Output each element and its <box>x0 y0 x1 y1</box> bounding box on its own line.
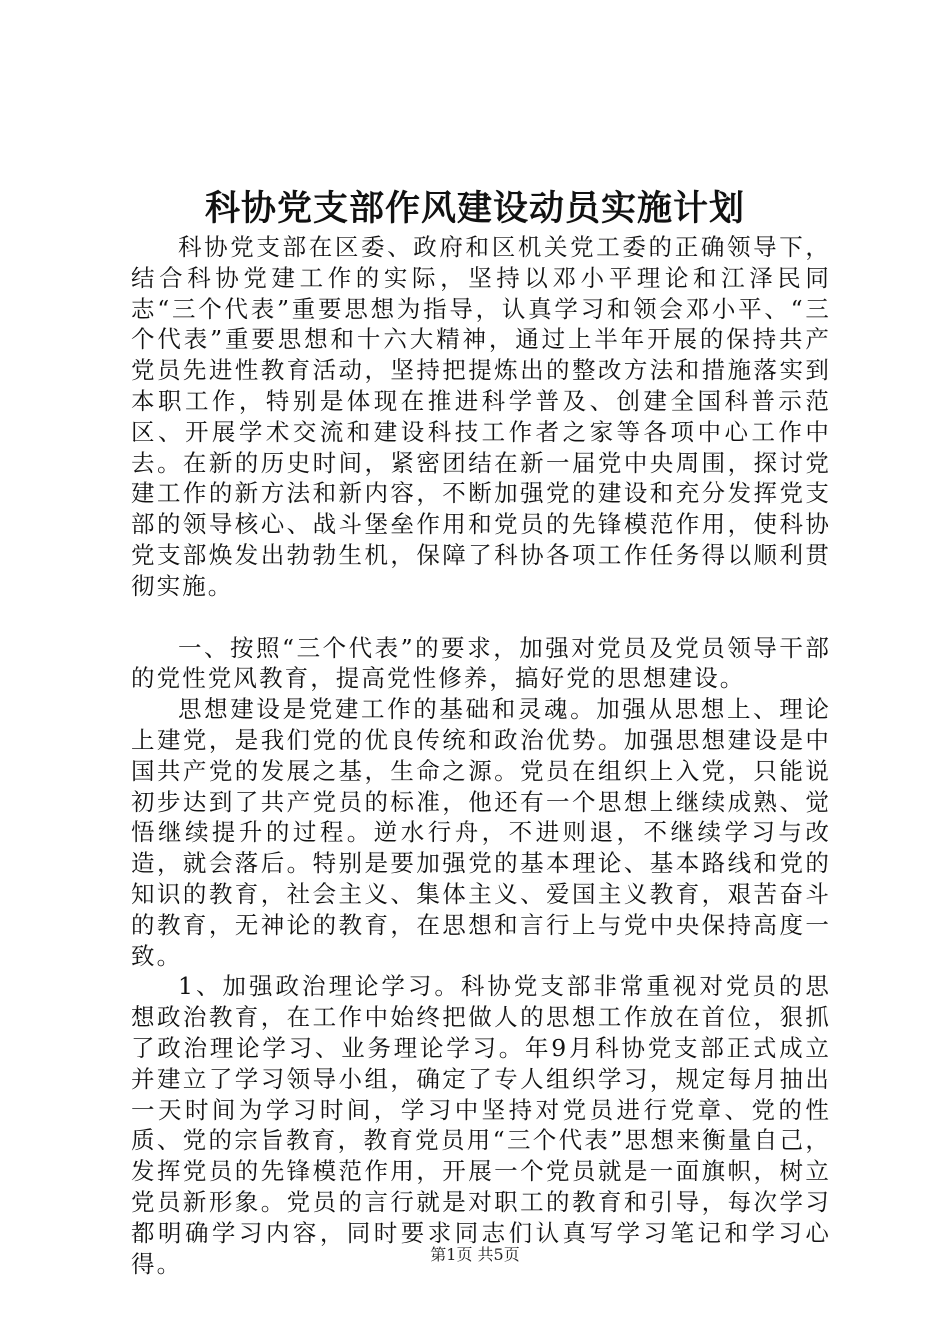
thought-building-paragraph: 思想建设是党建工作的基础和灵魂。加强从思想上、理论上建党，是我们党的优良传统和政治优势。加强思想建设是中国共产党的发展之基，生命之源。党员在组织上入党，只能说初步达到了共产党员的标准，他还有一个思想上继续成熟、觉悟继续提升的过程。逆水行舟，不进则退，不继续学习与改造，就会落后。特别是要加强党的基本理论、基本路线和党的知识的教育，社会主义、集体主义、爱国主义教育，艰苦奋斗的教育，无神论的教育，在思想和言行上与党中央保持高度一致。 <box>131 695 831 970</box>
document-body <box>131 232 831 1279</box>
page-footer: 第1页 共5页 <box>430 1245 520 1264</box>
section-heading-paragraph: 一、按照“三个代表”的要求，加强对党员及党员领导干部的党性党风教育，提高党性修养，搞好党的思想建设。 <box>131 633 831 693</box>
paragraph-spacer <box>131 602 831 633</box>
intro-paragraph: 科协党支部在区委、政府和区机关党工委的正确领导下，结合科协党建工作的实际，坚持以邓小平理论和江泽民同志“三个代表”重要思想为指导，认真学习和领会邓小平、“三个代表”重要思想和十六大精神，通过上半年开展的保持共产党员先进性教育活动，坚持把提炼出的整改方法和措施落实到本职工作，特别是体现在推进科学普及、创建全国科普示范区、开展学术交流和建设科技工作者之家等各项中心工作中去。在新的历史时间，紧密团结在新一届党中央周围，探讨党建工作的新方法和新内容，不断加强党的建设和充分发挥党支部的领导核心、战斗堡垒作用和党员的先锋模范作用，使科协党支部焕发出勃勃生机，保障了科协各项工作任务得以顺利贯彻实施。 <box>131 233 831 600</box>
document-title: 科协党支部作风建设动员实施计划 <box>204 188 745 229</box>
theory-study-paragraph: 1、加强政治理论学习。科协党支部非常重视对党员的思想政治教育，在工作中始终把做人的思想工作放在首位，狠抓了政治理论学习、业务理论学习。年9月科协党支部正式成立并建立了学习领导小组，确定了专人组织学习，规定每月抽出一天时间为学习时间，学习中坚持对党员进行党章、党的性质、党的宗旨教育，教育党员用“三个代表”思想来衡量自己，发挥党员的先锋模范作用，开展一个党员就是一面旗帜，树立党员新形象。党员的言行就是对职工的教育和引导，每次学习都明确学习内容，同时要求同志们认真写学习笔记和学习心得。 <box>131 972 831 1278</box>
